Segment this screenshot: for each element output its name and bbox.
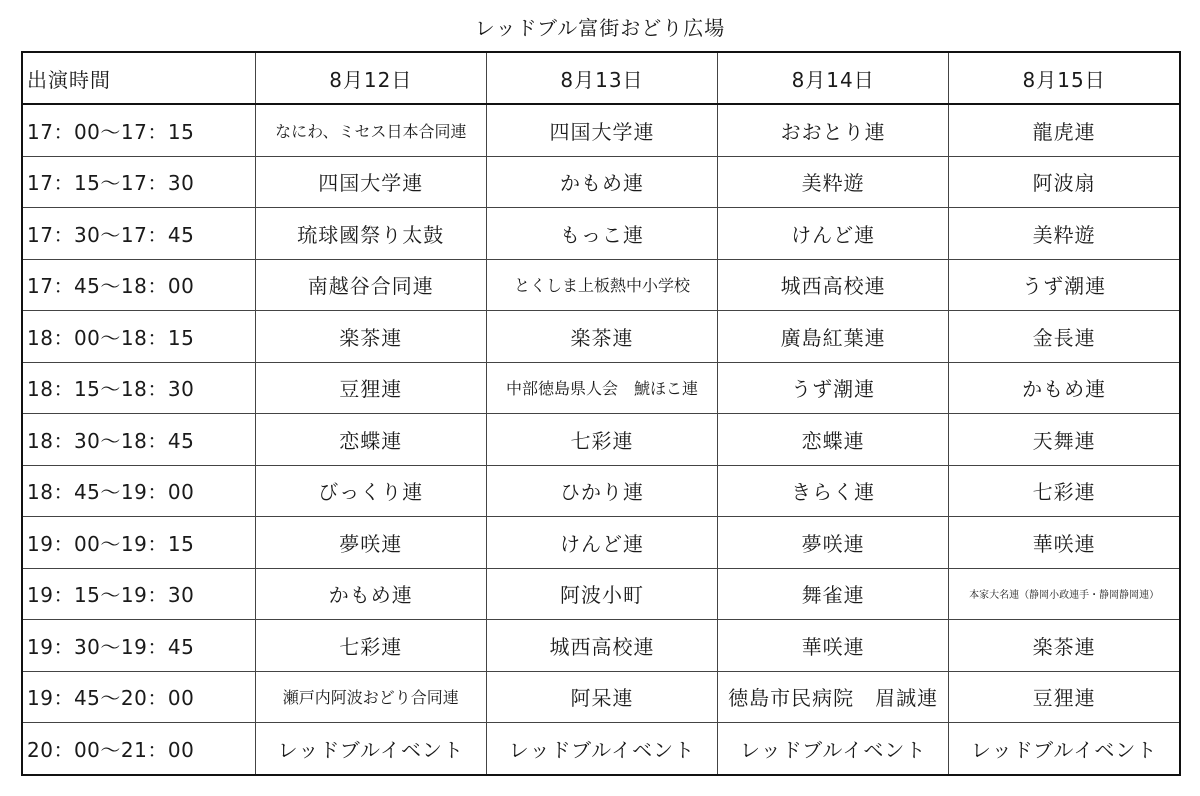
performer-cell: うず潮連 bbox=[718, 362, 949, 414]
performer-cell: 四国大学連 bbox=[486, 104, 717, 156]
performer-cell: もっこ連 bbox=[486, 208, 717, 260]
performer-cell: 龍虎連 bbox=[949, 104, 1180, 156]
time-cell: 20：00〜21：00 bbox=[22, 723, 255, 775]
performer-cell: 廣島紅葉連 bbox=[718, 311, 949, 363]
time-cell: 17：15〜17：30 bbox=[22, 156, 255, 208]
performer-cell: 阿呆連 bbox=[486, 671, 717, 723]
table-row bbox=[22, 723, 1180, 775]
performer-cell: かもめ連 bbox=[486, 156, 717, 208]
performer-cell: 楽茶連 bbox=[255, 311, 486, 363]
performer-cell: 城西高校連 bbox=[486, 620, 717, 672]
table-row bbox=[22, 517, 1180, 569]
table-row bbox=[22, 311, 1180, 363]
performer-cell: 阿波小町 bbox=[486, 568, 717, 620]
table-row bbox=[22, 620, 1180, 672]
table-row bbox=[22, 156, 1180, 208]
performer-cell: 豆狸連 bbox=[949, 671, 1180, 723]
performer-cell: 華咲連 bbox=[949, 517, 1180, 569]
time-cell: 18：00〜18：15 bbox=[22, 311, 255, 363]
performer-cell: おおとり連 bbox=[718, 104, 949, 156]
performer-cell: 瀬戸内阿波おどり合同連 bbox=[255, 671, 486, 723]
performer-cell: 夢咲連 bbox=[255, 517, 486, 569]
time-cell: 18：15〜18：30 bbox=[22, 362, 255, 414]
header-day: 8月12日 bbox=[255, 52, 486, 104]
time-cell: 18：30〜18：45 bbox=[22, 414, 255, 466]
performer-cell: うず潮連 bbox=[949, 259, 1180, 311]
performer-cell: びっくり連 bbox=[255, 465, 486, 517]
performer-cell: 金長連 bbox=[949, 311, 1180, 363]
performer-cell: 徳島市民病院 眉誠連 bbox=[718, 671, 949, 723]
performer-cell: 豆狸連 bbox=[255, 362, 486, 414]
performer-cell: 恋蝶連 bbox=[255, 414, 486, 466]
table-row bbox=[22, 671, 1180, 723]
performer-cell: けんど連 bbox=[718, 208, 949, 260]
header-day: 8月13日 bbox=[486, 52, 717, 104]
performer-cell: けんど連 bbox=[486, 517, 717, 569]
performer-cell: 南越谷合同連 bbox=[255, 259, 486, 311]
performer-cell: 天舞連 bbox=[949, 414, 1180, 466]
header-row bbox=[22, 52, 1180, 104]
page-title: レッドブル富街おどり広場 bbox=[474, 16, 726, 40]
time-cell: 17：45〜18：00 bbox=[22, 259, 255, 311]
performer-cell: かもめ連 bbox=[255, 568, 486, 620]
schedule-table bbox=[21, 51, 1181, 776]
time-cell: 17：30〜17：45 bbox=[22, 208, 255, 260]
performer-cell: 恋蝶連 bbox=[718, 414, 949, 466]
performer-cell: レッドブルイベント bbox=[486, 723, 717, 775]
performer-cell: 美粋遊 bbox=[718, 156, 949, 208]
time-cell: 19：45〜20：00 bbox=[22, 671, 255, 723]
time-cell: 19：15〜19：30 bbox=[22, 568, 255, 620]
performer-cell: 舞雀連 bbox=[718, 568, 949, 620]
performer-cell: 楽茶連 bbox=[486, 311, 717, 363]
header-day: 8月15日 bbox=[949, 52, 1180, 104]
time-cell: 18：45〜19：00 bbox=[22, 465, 255, 517]
performer-cell: 七彩連 bbox=[486, 414, 717, 466]
performer-cell: 夢咲連 bbox=[718, 517, 949, 569]
table-row bbox=[22, 465, 1180, 517]
performer-cell: レッドブルイベント bbox=[718, 723, 949, 775]
performer-cell: レッドブルイベント bbox=[949, 723, 1180, 775]
performer-cell: 城西高校連 bbox=[718, 259, 949, 311]
performer-cell: 七彩連 bbox=[949, 465, 1180, 517]
table-row bbox=[22, 568, 1180, 620]
performer-cell: 華咲連 bbox=[718, 620, 949, 672]
header-day: 8月14日 bbox=[718, 52, 949, 104]
table-row bbox=[22, 414, 1180, 466]
performer-cell: レッドブルイベント bbox=[255, 723, 486, 775]
time-cell: 19：30〜19：45 bbox=[22, 620, 255, 672]
performer-cell: 琉球國祭り太鼓 bbox=[255, 208, 486, 260]
table-row bbox=[22, 259, 1180, 311]
performer-cell: 本家大名連（静岡小政連手・静岡静岡連） bbox=[949, 568, 1180, 620]
time-cell: 19：00〜19：15 bbox=[22, 517, 255, 569]
performer-cell: ひかり連 bbox=[486, 465, 717, 517]
performer-cell: きらく連 bbox=[718, 465, 949, 517]
table-row bbox=[22, 104, 1180, 156]
performer-cell: とくしま上板熱中小学校 bbox=[486, 259, 717, 311]
table-row bbox=[22, 208, 1180, 260]
performer-cell: なにわ、ミセス日本合同連 bbox=[255, 104, 486, 156]
performer-cell: 七彩連 bbox=[255, 620, 486, 672]
performer-cell: 阿波扇 bbox=[949, 156, 1180, 208]
performer-cell: 美粋遊 bbox=[949, 208, 1180, 260]
header-time: 出演時間 bbox=[22, 52, 255, 104]
time-cell: 17：00〜17：15 bbox=[22, 104, 255, 156]
performer-cell: かもめ連 bbox=[949, 362, 1180, 414]
performer-cell: 楽茶連 bbox=[949, 620, 1180, 672]
table-row bbox=[22, 362, 1180, 414]
performer-cell: 中部徳島県人会 鯱ほこ連 bbox=[486, 362, 717, 414]
performer-cell: 四国大学連 bbox=[255, 156, 486, 208]
